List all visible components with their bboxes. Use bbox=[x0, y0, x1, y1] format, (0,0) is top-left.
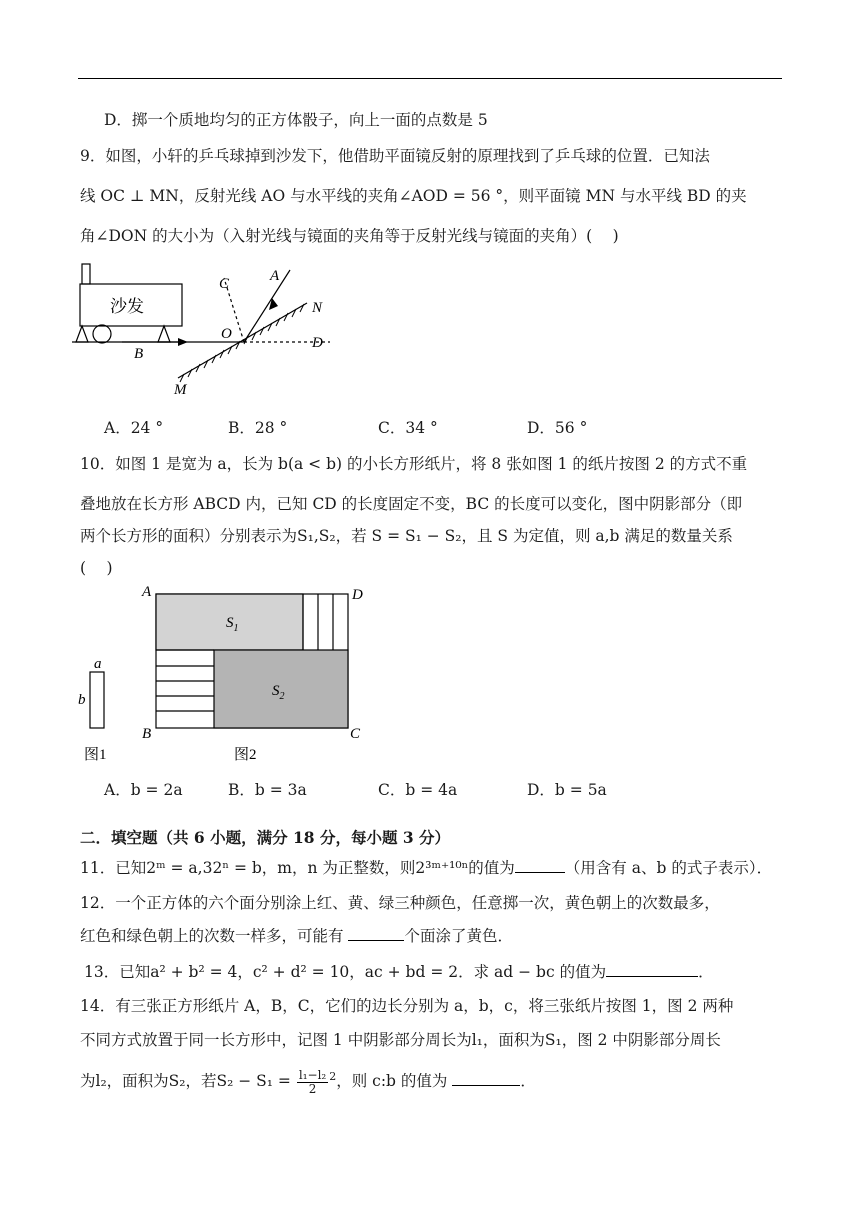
q14-exponent: 2 bbox=[329, 1070, 337, 1083]
q12-text: 红色和绿色朝上的次数一样多，可能有 bbox=[80, 927, 349, 945]
rect-label-B: B bbox=[142, 726, 152, 742]
q10-line4: ( ) bbox=[80, 559, 113, 577]
q11-text: 11．已知2ᵐ = a,32ⁿ = b，m，n 为正整数，则2³ᵐ⁺¹⁰ⁿ的值为 bbox=[80, 859, 515, 877]
q9-figure bbox=[72, 260, 352, 398]
label-M: M bbox=[174, 382, 187, 398]
q9-line3: 角∠DON 的大小为（入射光线与镜面的夹角等于反射光线与镜面的夹角）( ) bbox=[80, 227, 619, 245]
q10-line3: 两个长方形的面积）分别表示为S₁,S₂，若 S = S₁ − S₂，且 S 为定值，则 a,b 满足的数量关系 bbox=[80, 527, 733, 545]
q14-text-mid: ，则 c:b 的值为 bbox=[336, 1072, 453, 1091]
sofa-label: 沙发 bbox=[110, 297, 144, 316]
q14-text-post: ． bbox=[520, 1072, 536, 1091]
q13 bbox=[84, 962, 714, 982]
rect-label-A: A bbox=[142, 584, 152, 600]
fig2-caption: 图2 bbox=[234, 747, 257, 762]
q9-line1: 9．如图，小轩的乒乓球掉到沙发下，他借助平面镜反射的原理找到了乒乓球的位置．已知法 bbox=[80, 147, 710, 165]
q12-line2 bbox=[80, 926, 513, 946]
q10-option-d: D．b = 5a bbox=[527, 781, 607, 799]
section-title: 二．填空题（共 6 小题，满分 18 分，每小题 3 分） bbox=[80, 828, 451, 847]
fig1-b: b bbox=[78, 692, 86, 708]
q14-line3 bbox=[80, 1062, 536, 1096]
q10-line2: 叠地放在长方形 ABCD 内，已知 CD 的长度固定不变，BC 的长度可以变化，图中阴影部分（即 bbox=[80, 495, 743, 513]
fig1-a: a bbox=[94, 656, 102, 672]
label-C: C bbox=[219, 276, 230, 292]
q14-line1: 14．有三张正方形纸片 A，B，C，它们的边长分别为 a，b，c，将三张纸片按图 1，图 2 两种 bbox=[80, 997, 734, 1015]
q10-option-a: A．b = 2a bbox=[104, 781, 183, 799]
label-B: B bbox=[134, 346, 144, 362]
q9-line2: 线 OC ⊥ MN，反射光线 AO 与水平线的夹角∠AOD = 56 °，则平面镜 MN 与水平线 BD 的夹 bbox=[80, 187, 747, 205]
q9-option-c: C．34 ° bbox=[378, 419, 438, 437]
q10-option-b: B．b = 3a bbox=[228, 781, 307, 799]
q14-fraction bbox=[297, 1069, 328, 1096]
q14-text: 为l₂，面积为S₂，若S₂ − S₁ = bbox=[80, 1072, 296, 1091]
q10-line1: 10．如图 1 是宽为 a，长为 b(a < b) 的小长方形纸片，将 8 张如图 1 的纸片按图 2 的方式不重 bbox=[80, 455, 748, 473]
label-N: N bbox=[312, 300, 323, 316]
q13-text-post: ． bbox=[698, 963, 714, 981]
label-A: A bbox=[270, 268, 280, 284]
q10-option-c: C．b = 4a bbox=[378, 781, 458, 799]
label-D: D bbox=[312, 335, 323, 351]
q10-figure bbox=[74, 582, 374, 762]
q12-answer-blank[interactable] bbox=[348, 926, 404, 941]
frac-numerator: l₁−l₂ bbox=[298, 1067, 327, 1082]
fig1-caption: 图1 bbox=[84, 747, 107, 762]
q13-answer-blank[interactable] bbox=[606, 962, 698, 977]
q11-text-post: （用含有 a、b 的式子表示）． bbox=[564, 859, 773, 877]
q14-answer-blank[interactable] bbox=[452, 1071, 520, 1086]
s1-label: $S_1$ bbox=[226, 615, 239, 634]
q13-text: 13．已知a² + b² = 4，c² + d² = 10，ac + bd = 2．求 ad − bc 的值为 bbox=[84, 963, 607, 981]
q9-option-b: B．28 ° bbox=[228, 419, 288, 437]
rect-label-D: D bbox=[352, 587, 363, 603]
q12-text-post: 个面涂了黄色． bbox=[404, 927, 513, 945]
header-rule bbox=[78, 78, 782, 79]
q12-line1: 12．一个正方体的六个面分别涂上红、黄、绿三种颜色，任意掷一次，黄色朝上的次数最多， bbox=[80, 894, 720, 912]
frac-denominator: 2 bbox=[308, 1081, 317, 1096]
q8-option-d: D．掷一个质地均匀的正方体骰子，向上一面的点数是 5 bbox=[104, 111, 488, 129]
q9-option-d: D．56 ° bbox=[527, 419, 588, 437]
rect-label-C: C bbox=[350, 726, 361, 742]
q11-answer-blank[interactable] bbox=[515, 858, 565, 873]
q11 bbox=[80, 858, 772, 878]
s2-label: $S_2$ bbox=[272, 683, 285, 702]
q14-line2: 不同方式放置于同一长方形中，记图 1 中阴影部分周长为l₁，面积为S₁，图 2 中阴影部分周长 bbox=[80, 1031, 721, 1049]
q9-option-a: A．24 ° bbox=[104, 419, 164, 437]
label-O: O bbox=[221, 326, 232, 342]
